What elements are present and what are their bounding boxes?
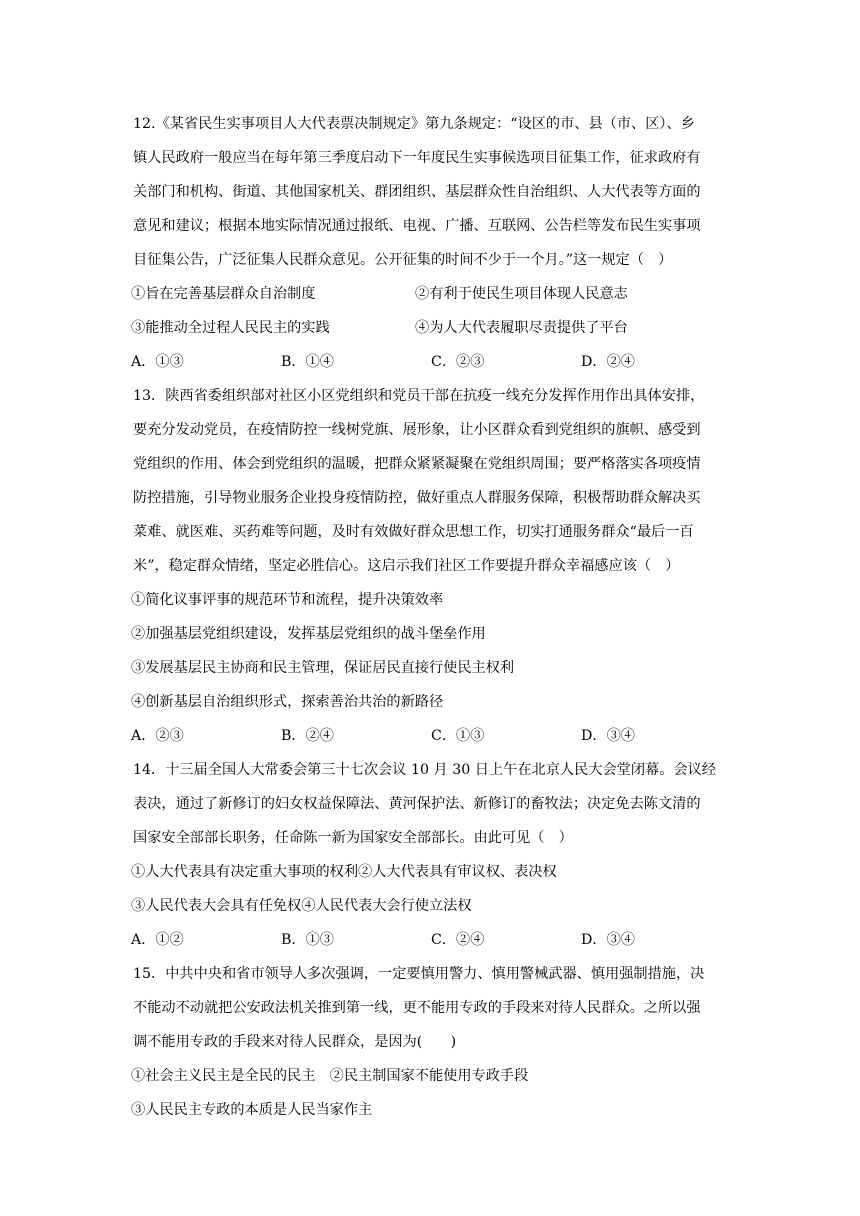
question-15 bbox=[131, 957, 731, 1127]
answer-choice-d: D．②④ bbox=[581, 354, 635, 370]
stem-line: 菜难、就医难、买药难等问题，及时有效做好群众思想工作，切实打通服务群众“最后一百 bbox=[133, 524, 694, 540]
stem-line: 14．十三届全国人大常委会第三十七次会议 10 月 30 日上午在北京人民大会堂闭幕。会议经 bbox=[133, 762, 716, 778]
question-13 bbox=[131, 379, 731, 753]
question-14-stem bbox=[131, 753, 731, 855]
answer-choice-a: A．①③ bbox=[131, 354, 184, 370]
answer-choices bbox=[131, 923, 731, 957]
stem-line: 国家安全部部长职务，任命陈一新为国家安全部部长。由此可见（ ） bbox=[133, 830, 573, 846]
answer-choice-d: D．③④ bbox=[581, 728, 635, 744]
stem-line: 调不能用专政的手段来对待人民群众，是因为( ) bbox=[133, 1034, 457, 1050]
stem-line: 意见和建议；根据本地实际情况通过报纸、电视、广播、互联网、公告栏等发布民生实事项 bbox=[133, 218, 701, 234]
option-item: ①简化议事评事的规范环节和流程，提升决策效率 bbox=[131, 592, 444, 608]
option-item: ③人民民主专政的本质是人民当家作主 bbox=[131, 1102, 373, 1118]
stem-line: 要充分发动党员，在疫情防控一线树党旗、展形象，让小区群众看到党组织的旗帜、感受到 bbox=[133, 422, 701, 438]
option-item: ④为人大代表履职尽责提供了平台 bbox=[415, 320, 628, 336]
answer-choice-b: B．①④ bbox=[281, 354, 334, 370]
stem-line: 15．中共中央和省市领导人多次强调，一定要慎用警力、慎用警械武器、慎用强制措施，决 bbox=[133, 966, 705, 982]
option-item: ④创新基层自治组织形式，探索善治共治的新路径 bbox=[131, 694, 444, 710]
option-item: ①人大代表具有决定重大事项的权利②人大代表具有审议权、表决权 bbox=[131, 864, 557, 880]
answer-choice-a: A．①② bbox=[131, 932, 184, 948]
option-row bbox=[131, 311, 731, 345]
answer-choices bbox=[131, 719, 731, 753]
stem-line: 关部门和机构、街道、其他国家机关、群团组织、基层群众性自治组织、人大代表等方面的 bbox=[133, 184, 701, 200]
answer-choice-c: C．②③ bbox=[431, 354, 485, 370]
option-item: ①社会主义民主是全民的民主 ②民主制国家不能使用专政手段 bbox=[131, 1068, 529, 1084]
question-14 bbox=[131, 753, 731, 957]
option-item: ③能推动全过程人民民主的实践 bbox=[131, 320, 330, 336]
stem-line: 党组织的作用、体会到党组织的温暖，把群众紧紧凝聚在党组织周围；要严格落实各项疫情 bbox=[133, 456, 701, 472]
stem-line: 13．陕西省委组织部对社区小区党组织和党员干部在抗疫一线充分发挥作用作出具体安排， bbox=[133, 388, 705, 404]
question-13-stem bbox=[131, 379, 731, 583]
answer-choice-c: C．②④ bbox=[431, 932, 485, 948]
answer-choice-b: B．①③ bbox=[281, 932, 334, 948]
option-item: ②加强基层党组织建设，发挥基层党组织的战斗堡垒作用 bbox=[131, 626, 486, 642]
document-content bbox=[131, 107, 731, 1127]
stem-line: 镇人民政府一般应当在每年第三季度启动下一年度民生实事候选项目征集工作，征求政府有 bbox=[133, 150, 701, 166]
option-row bbox=[131, 277, 731, 311]
option-item: ③发展基层民主协商和民主管理，保证居民直接行使民主权利 bbox=[131, 660, 515, 676]
stem-line: 米”，稳定群众情绪，坚定必胜信心。这启示我们社区工作要提升群众幸福感应该（ ） bbox=[133, 558, 680, 574]
answer-choice-d: D．③④ bbox=[581, 932, 635, 948]
answer-choice-b: B．②④ bbox=[281, 728, 334, 744]
option-item: ①旨在完善基层群众自治制度 bbox=[131, 286, 316, 302]
question-15-stem bbox=[131, 957, 731, 1059]
stem-line: 12.《某省民生实事项目人大代表票决制规定》第九条规定：“设区的市、县（市、区）、乡 bbox=[133, 116, 695, 132]
stem-line: 表决，通过了新修订的妇女权益保障法、黄河保护法、新修订的畜牧法；决定免去陈文清的 bbox=[133, 796, 701, 812]
answer-choice-a: A．②③ bbox=[131, 728, 184, 744]
question-12 bbox=[131, 107, 731, 379]
question-12-stem bbox=[131, 107, 731, 277]
option-item: ②有利于使民生项目体现人民意志 bbox=[415, 286, 628, 302]
stem-line: 防控措施，引导物业服务企业投身疫情防控，做好重点人群服务保障，积极帮助群众解决买 bbox=[133, 490, 701, 506]
answer-choices bbox=[131, 345, 731, 379]
answer-choice-c: C．①③ bbox=[431, 728, 485, 744]
stem-line: 不能动不动就把公安政法机关推到第一线，更不能用专政的手段来对待人民群众。之所以强 bbox=[133, 1000, 701, 1016]
option-item: ③人民代表大会具有任免权④人民代表大会行使立法权 bbox=[131, 898, 472, 914]
stem-line: 目征集公告，广泛征集人民群众意见。公开征集的时间不少于一个月。”这一规定（ ） bbox=[133, 252, 673, 268]
